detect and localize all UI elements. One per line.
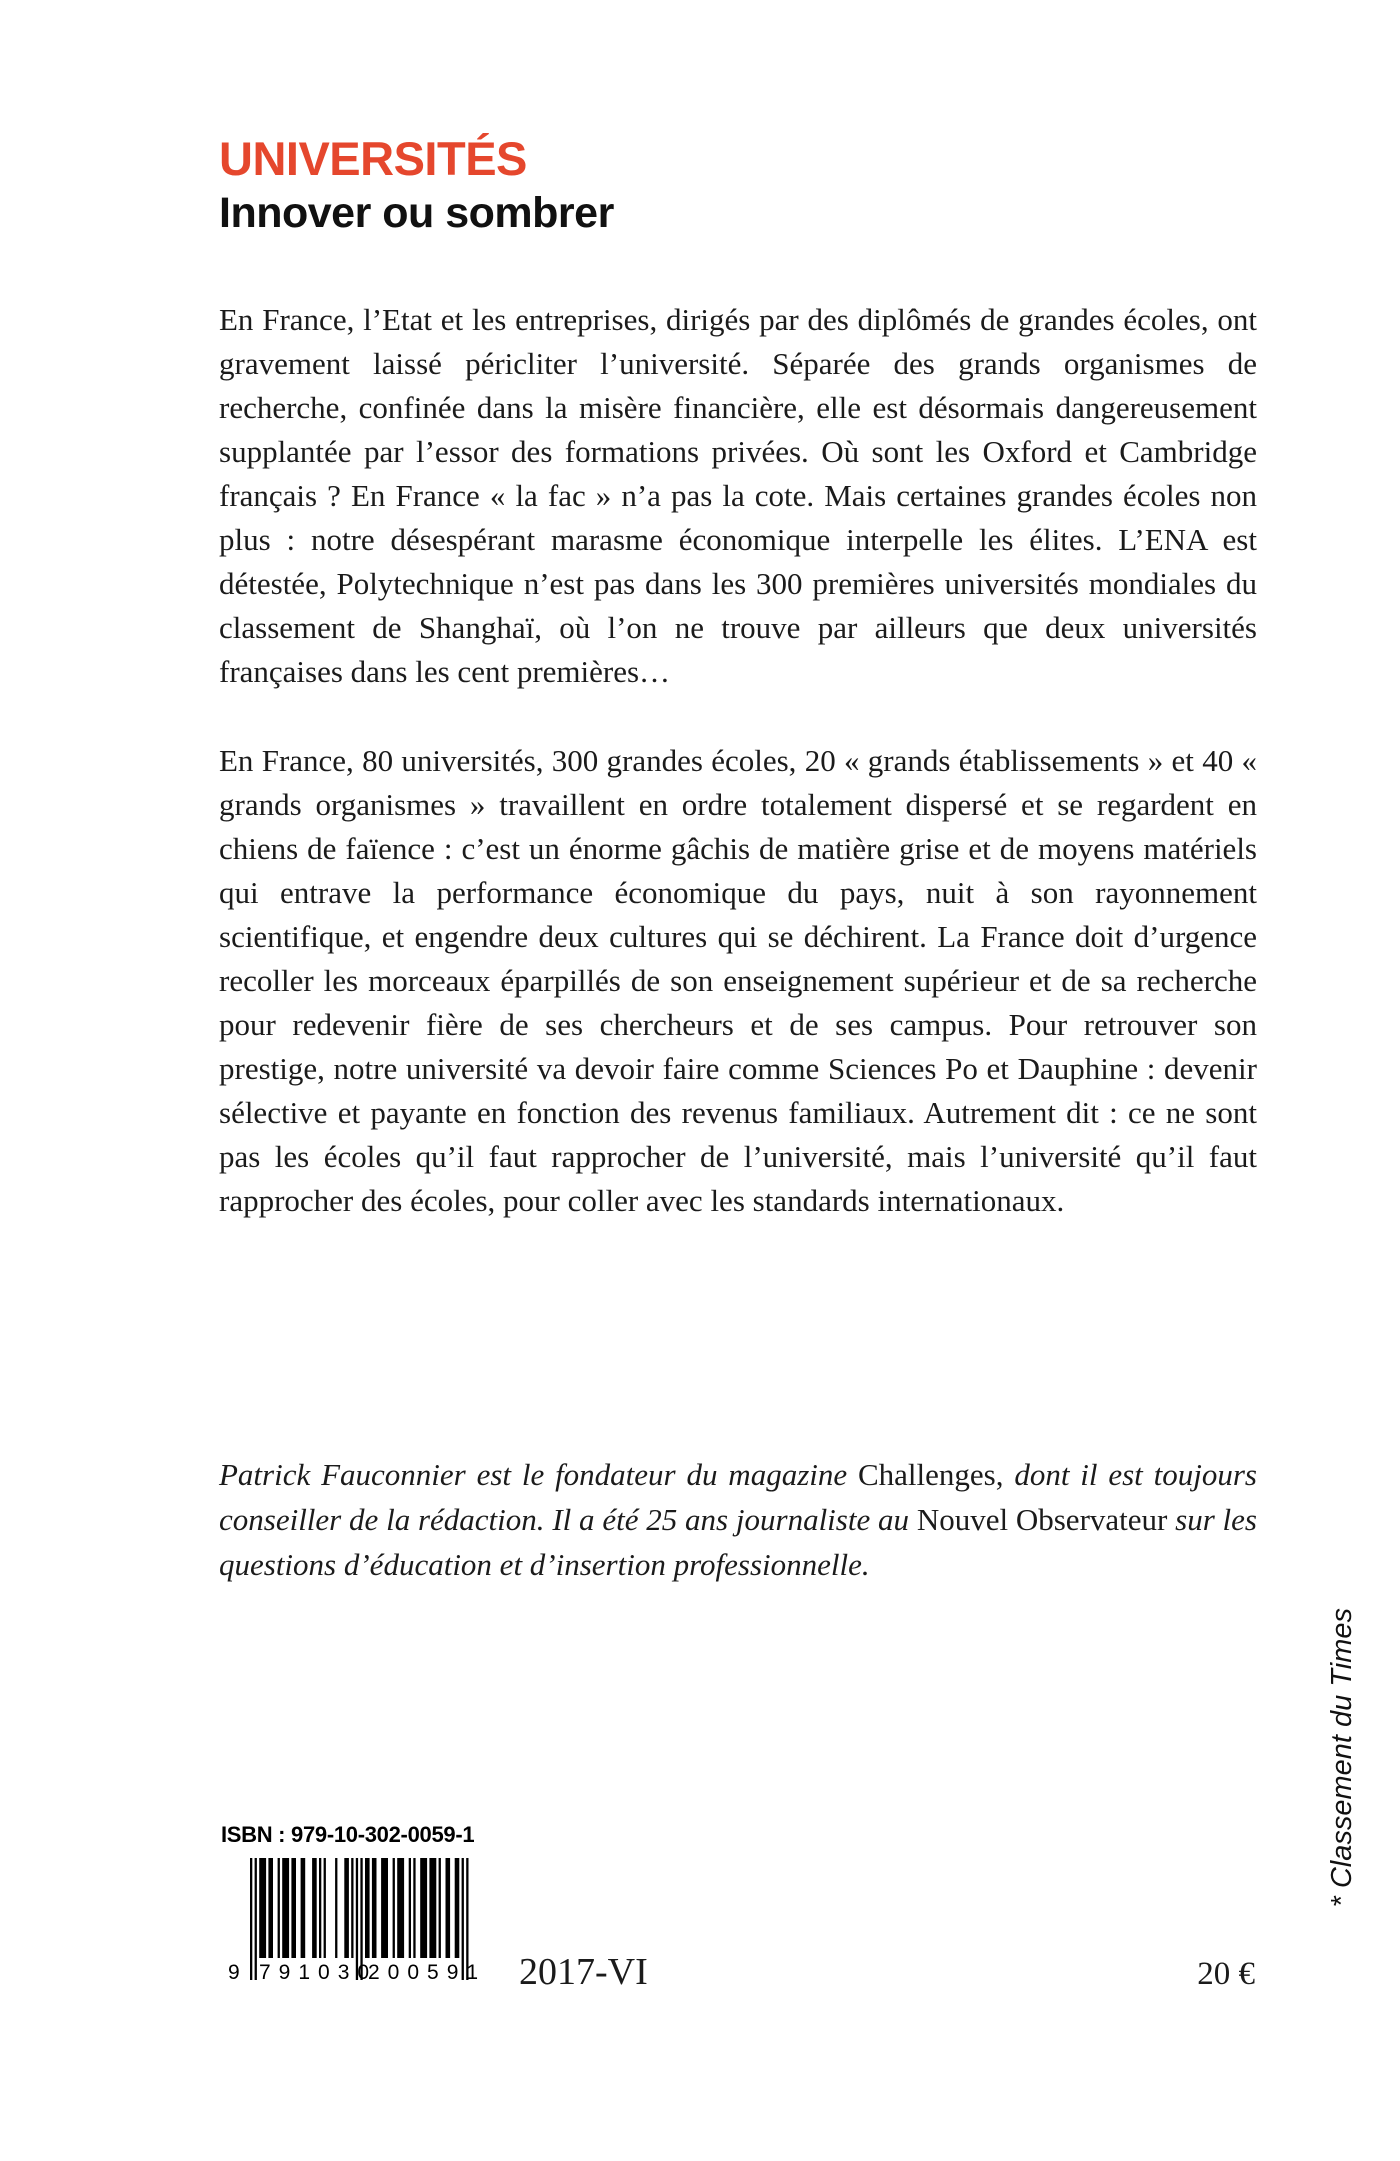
isbn-label: ISBN : 979-10-302-0059-1 xyxy=(221,1822,475,1847)
bio-text-3: sur les questions d’éducation et d’insertion professionnelle. xyxy=(219,1502,1257,1582)
page-subtitle: Innover ou sombrer xyxy=(219,189,614,238)
vertical-footnote: * Classement du Times xyxy=(1326,1608,1358,1908)
magazine-name-nouvel-observateur: Nouvel Observateur xyxy=(916,1502,1168,1537)
cover-header xyxy=(219,134,614,238)
barcode-digit-group-right: 200591 xyxy=(368,1961,487,1984)
page-title: UNIVERSITÉS xyxy=(219,132,527,185)
magazine-name-challenges: Challenges, xyxy=(857,1457,1004,1492)
barcode-digit-first: 9 xyxy=(228,1961,240,1984)
author-bio xyxy=(219,1452,1257,1587)
back-cover-text xyxy=(219,298,1257,1223)
price: 20 € xyxy=(1197,1956,1255,1992)
bio-text-1: Patrick Fauconnier est le fondateur du magazine xyxy=(219,1457,858,1492)
paragraph-2: En France, 80 universités, 300 grandes écoles, 20 « grands établissements » et 40 « grands organismes » travaillent en ordre totalement dispersé et se regardent en chiens de faïence : c’est un énorme gâchis de matière grise et de moyens matériels qui entrave la performance économique du pays, nuit à son rayonnement scientifique, et engendre deux cultures qui se déchirent. La France doit d’urgence recoller les morceaux éparpillés de son enseignement supérieur et de sa recherche pour redevenir fière de ses chercheurs et de ses campus. Pour retrouver son prestige, notre université va devoir faire comme Sciences Po et Dauphine : devenir sélective et payante en fonction des revenus familiaux. Autrement dit : ce ne sont pas les écoles qu’il faut rapprocher de l’université, mais l’université qu’il faut rapprocher des écoles, pour coller avec les standards internationaux. xyxy=(219,743,1257,1218)
barcode-digit-group-left: 791030 xyxy=(259,1961,378,1984)
paragraph-1: En France, l’Etat et les entreprises, dirigés par des diplômés de grandes écoles, ont gravement laissé péricliter l’université. Séparée des grands organismes de recherche, confinée dans la misère financière, elle est désormais dangereusement supplantée par l’essor des formations privées. Où sont les Oxford et Cambridge français ? En France « la fac » n’a pas la cote. Mais certaines grandes écoles non plus : notre désespérant marasme économique interpelle les élites. L’ENA est détestée, Polytechnique n’est pas dans les 300 premières universités mondiales du classement de Shanghaï, où l’on ne trouve par ailleurs que deux universités françaises dans les cent premières… xyxy=(219,302,1257,689)
edition-code: 2017-VI xyxy=(519,1951,648,1993)
bio-text-2: dont il est toujours conseiller de la rédaction. Il a été 25 ans journaliste au xyxy=(219,1457,1257,1537)
barcode xyxy=(228,1858,488,2008)
